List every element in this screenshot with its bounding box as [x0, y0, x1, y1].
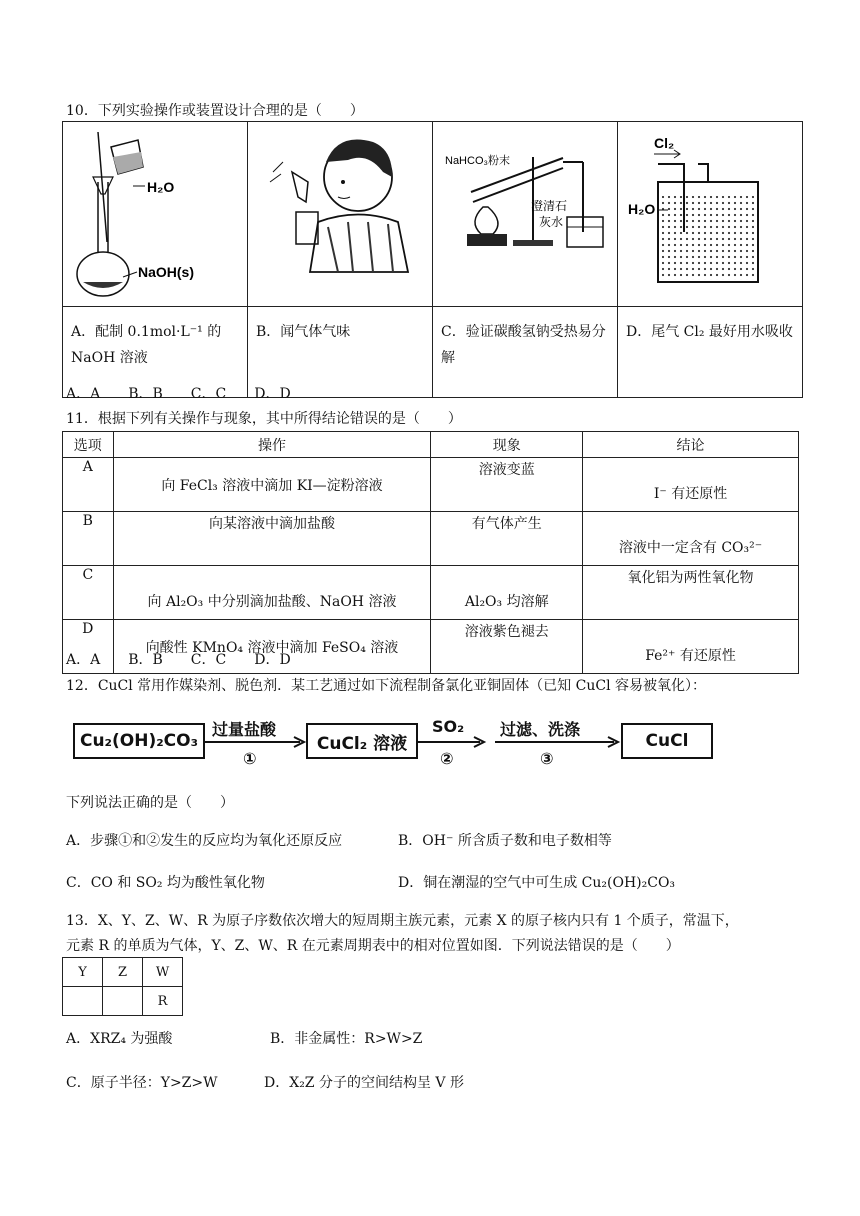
flow-arrow-1-step: ①	[243, 749, 257, 768]
q11-header-option: 选项	[63, 432, 114, 458]
q13-stem-line2: 元素 R 的单质为气体，Y、Z、W、R 在元素周期表中的相对位置如图．下列说法错误的是（ ）	[66, 938, 680, 954]
q11-cell: A	[63, 458, 114, 512]
q10-image-d	[618, 122, 803, 307]
label-h2o-d: H₂O	[628, 201, 656, 217]
q11-cell: Al₂O₃ 均溶解	[431, 566, 583, 620]
q11-cell: Fe²⁺ 有还原性	[583, 620, 799, 674]
q11-cell: 向 Al₂O₃ 中分别滴加盐酸、NaOH 溶液	[113, 566, 431, 620]
flow-arrow-2-label: SO₂	[432, 717, 465, 736]
flow-box-cucl: CuCl	[621, 723, 713, 759]
q13-option-b: B．非金属性：R>W>Z	[270, 1031, 423, 1047]
q13-option-c: C．原子半径：Y>Z>W	[66, 1075, 218, 1091]
q12-option-a: A．步骤①和②发生的反应均为氧化还原反应	[66, 833, 343, 849]
q11-table	[62, 431, 799, 674]
q12-option-c: C．CO 和 SO₂ 均为酸性氧化物	[66, 875, 265, 891]
q11-cell: 溶液紫色褪去	[431, 620, 583, 674]
q13-option-d: D．X₂Z 分子的空间结构呈 V 形	[264, 1075, 464, 1091]
grid-cell: W	[143, 958, 183, 987]
label-nahco3: NaHCO₃粉末	[445, 155, 510, 167]
q10-caption-b: B．闻气体气味	[248, 307, 433, 398]
label-cl2: Cl₂	[654, 135, 675, 151]
table-row	[63, 458, 799, 512]
q11-cell: B	[63, 512, 114, 566]
q10-table	[62, 121, 803, 398]
flow-arrow-2-step: ②	[440, 749, 454, 768]
label-limewater-1: 澄清石	[531, 199, 568, 213]
q10-options: A．A B．B C．C D．D	[66, 386, 291, 402]
grid-cell: R	[143, 987, 183, 1016]
q11-cell: D	[63, 620, 114, 674]
q13-stem-line1: 13．X、Y、Z、W、R 为原子序数依次增大的短周期主族元素，元素 X 的原子核内只有 1 个质子，常温下，	[66, 913, 739, 929]
q11-options: A．A B．B C．C D．D	[66, 652, 291, 668]
q11-cell: 溶液中一定含有 CO₃²⁻	[583, 512, 799, 566]
flow-arrow-1-label: 过量盐酸	[212, 720, 277, 739]
flow-arrow-3-step: ③	[540, 749, 554, 768]
q11-cell: 向酸性 KMnO₄ 溶液中滴加 FeSO₄ 溶液	[113, 620, 431, 674]
q11-cell: 氧化铝为两性氧化物	[583, 566, 799, 620]
q10-caption-a: A．配制 0.1mol·L⁻¹ 的 NaOH 溶液	[63, 307, 248, 398]
q10-image-c	[433, 122, 618, 307]
q11-cell: 溶液变蓝	[431, 458, 583, 512]
q12-prompt: 下列说法正确的是（ ）	[66, 795, 234, 811]
grid-cell: Y	[63, 958, 103, 987]
q12-stem: 12．CuCl 常用作媒染剂、脱色剂．某工艺通过如下流程制备氯化亚铜固体（已知 CuCl 容易被氧化）：	[66, 678, 706, 694]
flow-arrow-3-label: 过滤、洗涤	[500, 720, 581, 739]
q11-header-operation: 操作	[113, 432, 431, 458]
q11-cell: 向 FeCl₃ 溶液中滴加 KI—淀粉溶液	[113, 458, 431, 512]
q11-cell: C	[63, 566, 114, 620]
q11-stem: 11．根据下列有关操作与现象，其中所得结论错误的是（ ）	[66, 411, 462, 427]
flow-box-cucl2: CuCl₂ 溶液	[306, 723, 418, 759]
q11-cell: I⁻ 有还原性	[583, 458, 799, 512]
q12-option-d: D．铜在潮湿的空气中可生成 Cu₂(OH)₂CO₃	[398, 875, 676, 891]
grid-cell	[63, 987, 103, 1016]
q11-cell: 有气体产生	[431, 512, 583, 566]
grid-cell	[103, 987, 143, 1016]
label-h2o: H₂O	[147, 179, 175, 195]
q11-header-phenomenon: 现象	[431, 432, 583, 458]
q12-option-b: B．OH⁻ 所含质子数和电子数相等	[398, 833, 612, 849]
q11-cell: 向某溶液中滴加盐酸	[113, 512, 431, 566]
table-row	[63, 566, 799, 620]
label-limewater-2: 灰水	[539, 215, 564, 229]
q10-image-a	[63, 122, 248, 307]
q11-header-conclusion: 结论	[583, 432, 799, 458]
q10-caption-c: C．验证碳酸氢钠受热易分解	[433, 307, 618, 398]
q10-image-b	[248, 122, 433, 307]
q13-periodic-grid	[62, 957, 183, 1016]
q10-stem: 10．下列实验操作或装置设计合理的是（ ）	[66, 103, 364, 119]
label-naoh: NaOH(s)	[138, 264, 195, 280]
flow-box-reactant: Cu₂(OH)₂CO₃	[73, 723, 205, 759]
q10-caption-d: D．尾气 Cl₂ 最好用水吸收	[618, 307, 803, 398]
q13-option-a: A．XRZ₄ 为强酸	[66, 1031, 173, 1047]
table-row	[63, 512, 799, 566]
grid-cell: Z	[103, 958, 143, 987]
